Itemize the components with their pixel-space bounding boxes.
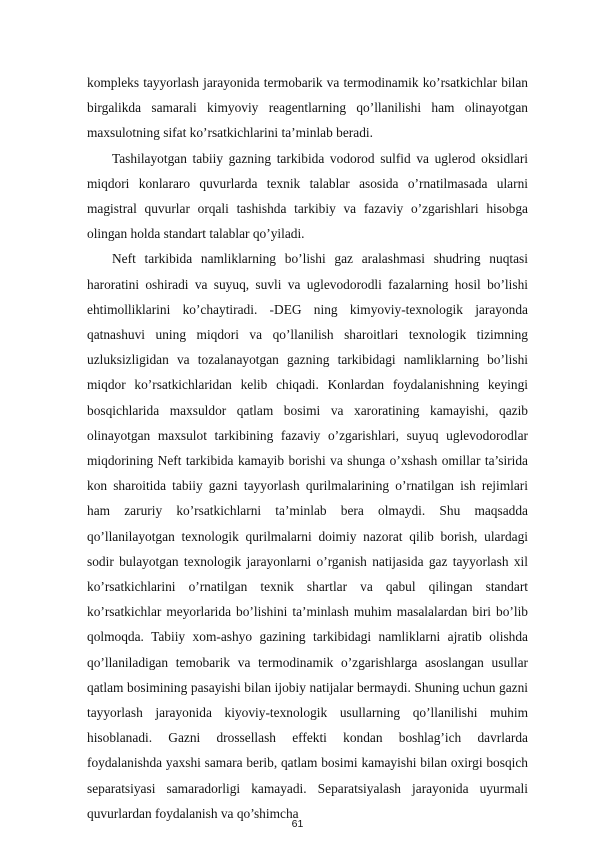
page-number: 61 [291, 818, 304, 830]
body-text [87, 70, 528, 826]
paragraph-2: Tashilayotgan tabiiy gazning tarkibida vodorod sulfid va uglerod oksidlari miqdori konlararo quvurlarda texnik talablar asosida o’rnatilmasada ularni magistral quvurlar orqali tashishda tarkibiy va fazaviy o’zgarishlari hisobga olingan holda standart talablar qo’yiladi. [87, 150, 528, 242]
paragraph-3: Neft tarkibida namliklarning bo’lishi gaz aralashmasi shudring nuqtasi haroratini oshiradi va suyuq, suvli va uglevodorodli fazalarning hosil bo’lishi ehtimolliklarini ko’chaytiradi. -DEG ning kimyoviy-texnologik jarayonda qatnashuvi uning miqdori va qo’llanilish sharoitlari texnologik tizimning uzluksizligidan va tozalanayotgan gazning tarkibidagi namliklarning bo’lishi miqdor ko’rsatkichlaridan kelib chiqadi. Konlardan foydalanishning keyingi bosqichlarida maxsuldor qatlam bosimi va xaroratining kamayishi, qazib olinayotgan maxsulot tarkibining fazaviy o’zgarishlari, suyuq uglevodorodlar miqdorining Neft tarkibida kamayib borishi va shunga o’xshash omillar ta’sirida kon sharoitida tabiiy gazni tayyorlash qurilmalarining o’rnatilgan ish rejimlari ham zaruriy ko’rsatkichlarni ta’minlab bera olmaydi. Shu maqsadda qo’llanilayotgan texnologik qurilmalarni doimiy nazorat qilib borish, ulardagi sodir bulayotgan texnologik jarayonlarni o’rganish natijasida gaz tayyorlash xil ko’rsatkichlarini o’rnatilgan texnik shartlar va qabul qilingan standart ko’rsatkichlar meyorlarida bo’lishini ta’minlash muhim masalalardan biri bo’lib qolmoqda. Tabiiy xom-ashyo gazining tarkibidagi namliklarni ajratib olishda qo’llaniladigan temobarik va termodinamik o’zgarishlarga asoslangan usullar qatlam bosimining pasayishi bilan ijobiy natijalar bermaydi. Shuning uchun gazni tayyorlash jarayonida kiyoviy-texnologik usullarning qo’llanilishi muhim hisoblanadi. Gazni drossellash effekti kondan boshlag’ich davrlarda foydalanishda yaxshi samara berib, qatlam bosimi kamayishi bilan oxirgi bosqich separatsiyasi samaradorligi kamayadi. Separatsiyalash jarayonida uyurmali quvurlardan foydalanish va qo’shimcha [87, 251, 528, 821]
paragraph-1: kompleks tayyorlash jarayonida termobarik va termodinamik ko’rsatkichlar bilan birgalikda samarali kimyoviy reagentlarning qo’llanilishi ham olinayotgan maxsulotning sifat ko’rsatkichlarini ta’minlab beradi. [87, 75, 528, 141]
